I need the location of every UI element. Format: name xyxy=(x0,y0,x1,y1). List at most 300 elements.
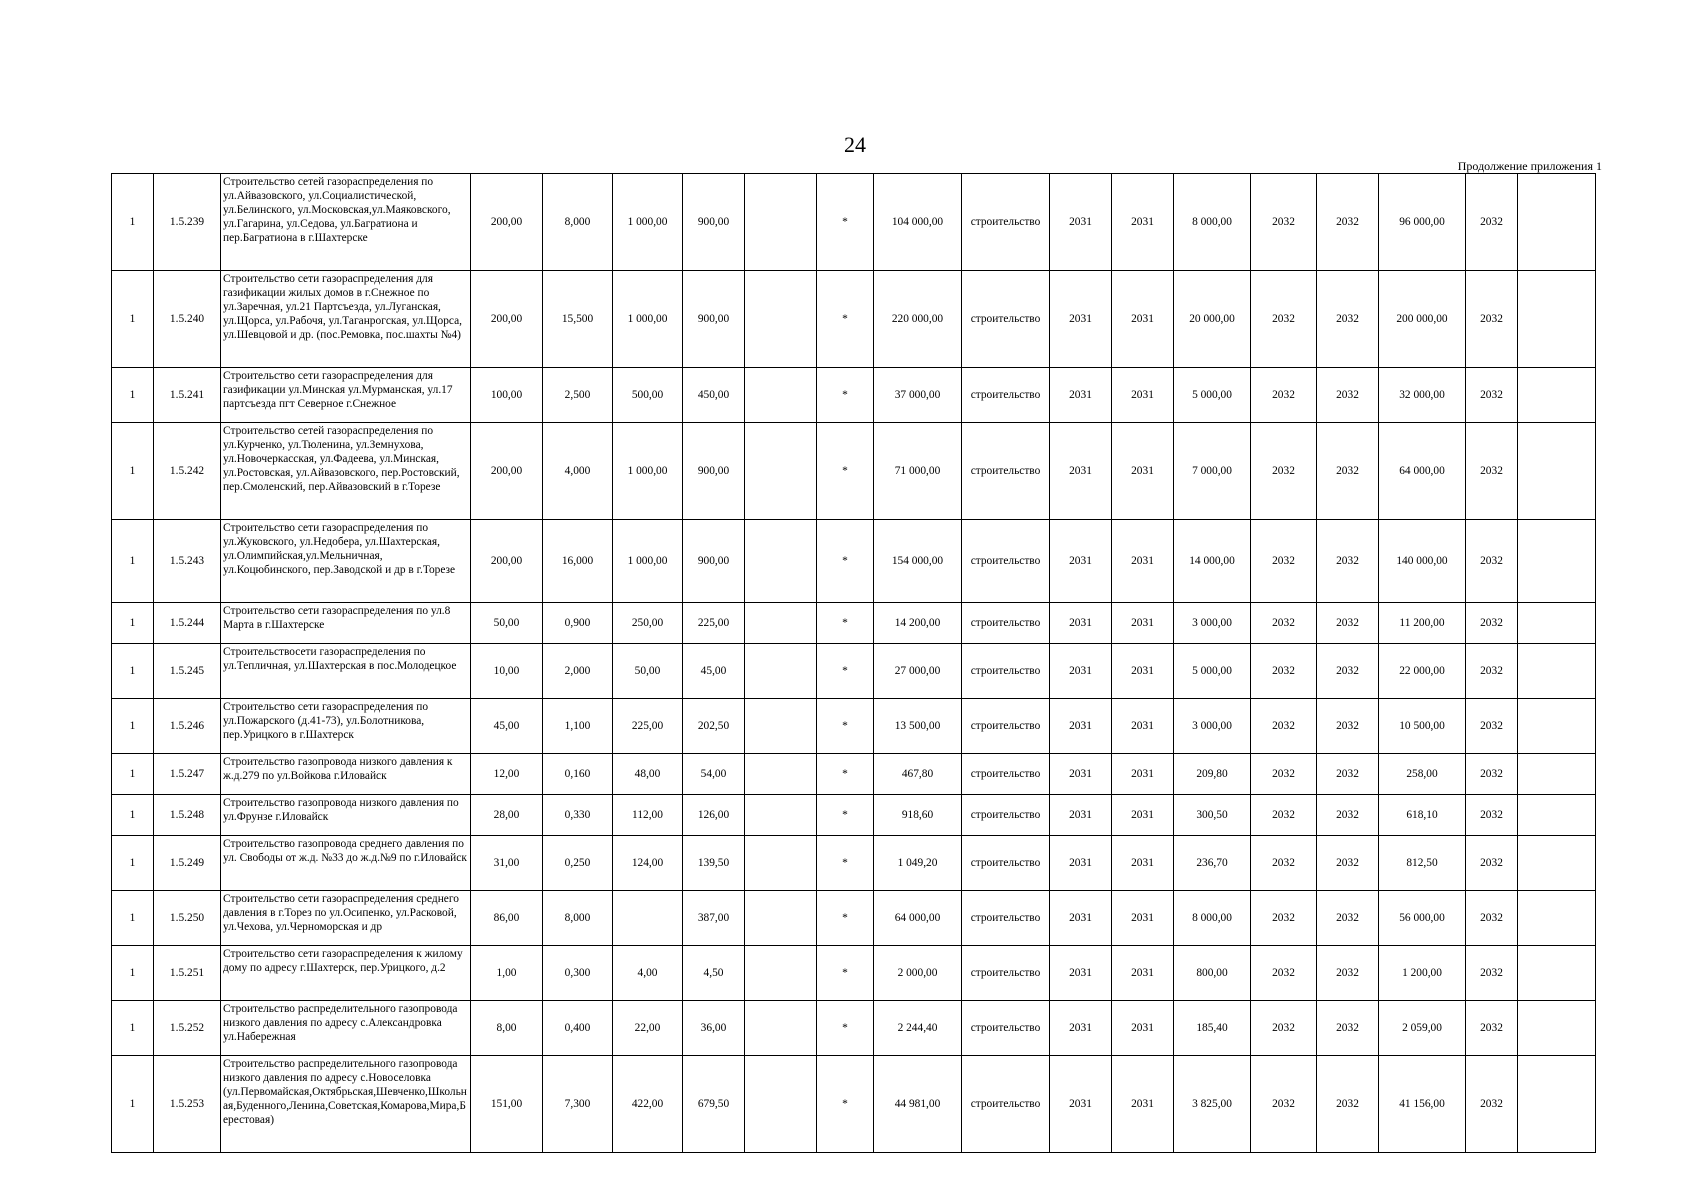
end-year-2-cell: 2032 xyxy=(1317,1001,1379,1056)
completion-year-cell: 2032 xyxy=(1466,174,1518,271)
mark-cell: * xyxy=(817,423,874,520)
completion-year-cell: 2032 xyxy=(1466,836,1518,891)
value-5-cell xyxy=(745,520,817,603)
total-cost-cell: 14 200,00 xyxy=(874,603,962,644)
end-year-2-cell: 2032 xyxy=(1317,644,1379,699)
value-2-cell: 8,000 xyxy=(543,891,613,946)
stage-2-amount-cell: 22 000,00 xyxy=(1379,644,1466,699)
total-cost-cell: 71 000,00 xyxy=(874,423,962,520)
notes-cell xyxy=(1518,368,1596,423)
notes-cell xyxy=(1518,1001,1596,1056)
stage-1-amount-cell: 209,80 xyxy=(1174,754,1251,795)
mark-cell: * xyxy=(817,603,874,644)
value-2-cell: 7,300 xyxy=(543,1056,613,1153)
stage-1-amount-cell: 8 000,00 xyxy=(1174,891,1251,946)
start-year-1-cell: 2031 xyxy=(1050,1001,1112,1056)
value-3-cell: 112,00 xyxy=(613,795,683,836)
value-4-cell: 36,00 xyxy=(683,1001,745,1056)
start-year-1-cell: 2031 xyxy=(1050,603,1112,644)
value-2-cell: 2,000 xyxy=(543,644,613,699)
total-cost-cell: 104 000,00 xyxy=(874,174,962,271)
value-1-cell: 45,00 xyxy=(471,699,543,754)
value-3-cell: 1 000,00 xyxy=(613,423,683,520)
total-cost-cell: 2 244,40 xyxy=(874,1001,962,1056)
start-year-1-cell: 2031 xyxy=(1050,891,1112,946)
item-code-cell: 1.5.243 xyxy=(154,520,221,603)
stage-1-amount-cell: 185,40 xyxy=(1174,1001,1251,1056)
completion-year-cell: 2032 xyxy=(1466,891,1518,946)
end-year-2-cell: 2032 xyxy=(1317,795,1379,836)
value-4-cell: 900,00 xyxy=(683,271,745,368)
value-3-cell: 250,00 xyxy=(613,603,683,644)
table-row xyxy=(112,795,1596,836)
value-1-cell: 12,00 xyxy=(471,754,543,795)
mark-cell: * xyxy=(817,1056,874,1153)
stage-2-amount-cell: 812,50 xyxy=(1379,836,1466,891)
description-cell: Строительство сети газораспределения по ул.8 Марта в г.Шахтерске xyxy=(221,603,471,644)
notes-cell xyxy=(1518,271,1596,368)
mark-cell: * xyxy=(817,644,874,699)
end-year-1-cell: 2031 xyxy=(1112,699,1174,754)
value-4-cell: 450,00 xyxy=(683,368,745,423)
stage-2-amount-cell: 11 200,00 xyxy=(1379,603,1466,644)
stage-2-amount-cell: 200 000,00 xyxy=(1379,271,1466,368)
continuation-note: Продолжение приложения 1 xyxy=(1457,159,1602,173)
stage-2-amount-cell: 140 000,00 xyxy=(1379,520,1466,603)
completion-year-cell: 2032 xyxy=(1466,1001,1518,1056)
description-cell: Строительство сети газораспределения для газификации ул.Минская ул.Мурманская, ул.17 партсъезда пгт Северное г.Снежное xyxy=(221,368,471,423)
description-cell: Строительство газопровода низкого давления по ул.Фрунзе г.Иловайск xyxy=(221,795,471,836)
stage-2-amount-cell: 56 000,00 xyxy=(1379,891,1466,946)
description-cell: Строительство сети газораспределения для газификации жилых домов в г.Снежное по ул.Заречная, ул.21 Партсъезда, ул.Луганская, ул.Щорса, ул.Рабочя, ул.Таганрогская, ул.Щорса, ул.Шевцовой и др. (пос.Ремовка, пос.шахты №4) xyxy=(221,271,471,368)
start-year-2-cell: 2032 xyxy=(1251,699,1317,754)
row-index-cell: 1 xyxy=(112,946,154,1001)
item-code-cell: 1.5.241 xyxy=(154,368,221,423)
end-year-1-cell: 2031 xyxy=(1112,891,1174,946)
value-4-cell: 126,00 xyxy=(683,795,745,836)
start-year-2-cell: 2032 xyxy=(1251,1056,1317,1153)
work-type-cell: строительство xyxy=(962,891,1050,946)
work-type-cell: строительство xyxy=(962,1001,1050,1056)
notes-cell xyxy=(1518,836,1596,891)
table-row xyxy=(112,754,1596,795)
item-code-cell: 1.5.246 xyxy=(154,699,221,754)
completion-year-cell: 2032 xyxy=(1466,795,1518,836)
value-3-cell: 1 000,00 xyxy=(613,174,683,271)
start-year-1-cell: 2031 xyxy=(1050,836,1112,891)
mark-cell: * xyxy=(817,271,874,368)
row-index-cell: 1 xyxy=(112,368,154,423)
mark-cell: * xyxy=(817,946,874,1001)
page-number: 24 xyxy=(844,132,866,157)
stage-1-amount-cell: 800,00 xyxy=(1174,946,1251,1001)
total-cost-cell: 918,60 xyxy=(874,795,962,836)
stage-1-amount-cell: 20 000,00 xyxy=(1174,271,1251,368)
value-1-cell: 100,00 xyxy=(471,368,543,423)
value-4-cell: 45,00 xyxy=(683,644,745,699)
stage-2-amount-cell: 618,10 xyxy=(1379,795,1466,836)
table-row xyxy=(112,271,1596,368)
work-type-cell: строительство xyxy=(962,271,1050,368)
row-index-cell: 1 xyxy=(112,754,154,795)
value-4-cell: 900,00 xyxy=(683,520,745,603)
end-year-1-cell: 2031 xyxy=(1112,174,1174,271)
work-type-cell: строительство xyxy=(962,423,1050,520)
end-year-2-cell: 2032 xyxy=(1317,423,1379,520)
row-index-cell: 1 xyxy=(112,174,154,271)
start-year-2-cell: 2032 xyxy=(1251,946,1317,1001)
start-year-2-cell: 2032 xyxy=(1251,795,1317,836)
end-year-1-cell: 2031 xyxy=(1112,836,1174,891)
start-year-1-cell: 2031 xyxy=(1050,174,1112,271)
end-year-2-cell: 2032 xyxy=(1317,271,1379,368)
end-year-2-cell: 2032 xyxy=(1317,368,1379,423)
start-year-1-cell: 2031 xyxy=(1050,644,1112,699)
description-cell: Строительствосети газораспределения по ул.Тепличная, ул.Шахтерская в пос.Молодецкое xyxy=(221,644,471,699)
stage-2-amount-cell: 2 059,00 xyxy=(1379,1001,1466,1056)
work-type-cell: строительство xyxy=(962,699,1050,754)
start-year-1-cell: 2031 xyxy=(1050,368,1112,423)
completion-year-cell: 2032 xyxy=(1466,520,1518,603)
start-year-1-cell: 2031 xyxy=(1050,520,1112,603)
value-4-cell: 387,00 xyxy=(683,891,745,946)
value-3-cell: 124,00 xyxy=(613,836,683,891)
start-year-1-cell: 2031 xyxy=(1050,795,1112,836)
value-2-cell: 8,000 xyxy=(543,174,613,271)
end-year-1-cell: 2031 xyxy=(1112,946,1174,1001)
description-cell: Строительство распределительного газопровода низкого давления по адресу с.Новоселовка (ул.Первомайская,Октябрьская,Шевченко,Школьная,Буденного,Ленина,Советская,Комарова,Мира,Берестовая) xyxy=(221,1056,471,1153)
mark-cell: * xyxy=(817,754,874,795)
value-3-cell: 1 000,00 xyxy=(613,520,683,603)
item-code-cell: 1.5.245 xyxy=(154,644,221,699)
end-year-2-cell: 2032 xyxy=(1317,520,1379,603)
value-5-cell xyxy=(745,1056,817,1153)
end-year-2-cell: 2032 xyxy=(1317,603,1379,644)
row-index-cell: 1 xyxy=(112,795,154,836)
stage-1-amount-cell: 3 825,00 xyxy=(1174,1056,1251,1153)
stage-1-amount-cell: 7 000,00 xyxy=(1174,423,1251,520)
work-type-cell: строительство xyxy=(962,1056,1050,1153)
work-type-cell: строительство xyxy=(962,946,1050,1001)
value-3-cell: 22,00 xyxy=(613,1001,683,1056)
end-year-1-cell: 2031 xyxy=(1112,1056,1174,1153)
total-cost-cell: 13 500,00 xyxy=(874,699,962,754)
value-5-cell xyxy=(745,368,817,423)
item-code-cell: 1.5.244 xyxy=(154,603,221,644)
value-5-cell xyxy=(745,946,817,1001)
work-type-cell: строительство xyxy=(962,603,1050,644)
row-index-cell: 1 xyxy=(112,1001,154,1056)
work-type-cell: строительство xyxy=(962,836,1050,891)
value-5-cell xyxy=(745,836,817,891)
mark-cell: * xyxy=(817,836,874,891)
value-1-cell: 1,00 xyxy=(471,946,543,1001)
start-year-2-cell: 2032 xyxy=(1251,271,1317,368)
start-year-2-cell: 2032 xyxy=(1251,836,1317,891)
value-1-cell: 200,00 xyxy=(471,520,543,603)
item-code-cell: 1.5.240 xyxy=(154,271,221,368)
value-4-cell: 139,50 xyxy=(683,836,745,891)
row-index-cell: 1 xyxy=(112,603,154,644)
table-row xyxy=(112,603,1596,644)
item-code-cell: 1.5.252 xyxy=(154,1001,221,1056)
description-cell: Строительство сетей газораспределения по ул.Айвазовского, ул.Социалистической, ул.Белинского, ул.Московская,ул.Маяковского, ул.Гагарина, ул.Седова, ул.Багратиона и пер.Багратиона в г.Шахтерске xyxy=(221,174,471,271)
value-4-cell: 54,00 xyxy=(683,754,745,795)
description-cell: Строительство газопровода низкого давления к ж.д.279 по ул.Войкова г.Иловайск xyxy=(221,754,471,795)
value-2-cell: 2,500 xyxy=(543,368,613,423)
table-row xyxy=(112,1001,1596,1056)
table-row xyxy=(112,644,1596,699)
item-code-cell: 1.5.239 xyxy=(154,174,221,271)
row-index-cell: 1 xyxy=(112,699,154,754)
total-cost-cell: 44 981,00 xyxy=(874,1056,962,1153)
description-cell: Строительство сети газораспределения по ул.Пожарского (д.41-73), ул.Болотникова, пер.Урицкого в г.Шахтерск xyxy=(221,699,471,754)
work-type-cell: строительство xyxy=(962,520,1050,603)
row-index-cell: 1 xyxy=(112,520,154,603)
completion-year-cell: 2032 xyxy=(1466,1056,1518,1153)
value-5-cell xyxy=(745,644,817,699)
completion-year-cell: 2032 xyxy=(1466,603,1518,644)
value-2-cell: 16,000 xyxy=(543,520,613,603)
value-3-cell: 500,00 xyxy=(613,368,683,423)
start-year-2-cell: 2032 xyxy=(1251,891,1317,946)
total-cost-cell: 154 000,00 xyxy=(874,520,962,603)
notes-cell xyxy=(1518,754,1596,795)
start-year-1-cell: 2031 xyxy=(1050,699,1112,754)
item-code-cell: 1.5.251 xyxy=(154,946,221,1001)
item-code-cell: 1.5.249 xyxy=(154,836,221,891)
value-2-cell: 0,300 xyxy=(543,946,613,1001)
value-3-cell: 1 000,00 xyxy=(613,271,683,368)
end-year-2-cell: 2032 xyxy=(1317,754,1379,795)
start-year-2-cell: 2032 xyxy=(1251,1001,1317,1056)
stage-1-amount-cell: 5 000,00 xyxy=(1174,644,1251,699)
notes-cell xyxy=(1518,644,1596,699)
table-row xyxy=(112,1056,1596,1153)
value-3-cell: 50,00 xyxy=(613,644,683,699)
value-5-cell xyxy=(745,1001,817,1056)
completion-year-cell: 2032 xyxy=(1466,946,1518,1001)
value-4-cell: 900,00 xyxy=(683,174,745,271)
row-index-cell: 1 xyxy=(112,644,154,699)
completion-year-cell: 2032 xyxy=(1466,754,1518,795)
total-cost-cell: 467,80 xyxy=(874,754,962,795)
work-type-cell: строительство xyxy=(962,644,1050,699)
value-2-cell: 0,160 xyxy=(543,754,613,795)
value-1-cell: 151,00 xyxy=(471,1056,543,1153)
start-year-2-cell: 2032 xyxy=(1251,520,1317,603)
work-type-cell: строительство xyxy=(962,754,1050,795)
total-cost-cell: 27 000,00 xyxy=(874,644,962,699)
stage-2-amount-cell: 64 000,00 xyxy=(1379,423,1466,520)
start-year-1-cell: 2031 xyxy=(1050,423,1112,520)
start-year-2-cell: 2032 xyxy=(1251,174,1317,271)
value-1-cell: 50,00 xyxy=(471,603,543,644)
value-4-cell: 679,50 xyxy=(683,1056,745,1153)
mark-cell: * xyxy=(817,174,874,271)
value-1-cell: 200,00 xyxy=(471,174,543,271)
mark-cell: * xyxy=(817,699,874,754)
stage-1-amount-cell: 300,50 xyxy=(1174,795,1251,836)
value-5-cell xyxy=(745,795,817,836)
end-year-1-cell: 2031 xyxy=(1112,271,1174,368)
notes-cell xyxy=(1518,423,1596,520)
work-type-cell: строительство xyxy=(962,174,1050,271)
completion-year-cell: 2032 xyxy=(1466,423,1518,520)
start-year-2-cell: 2032 xyxy=(1251,754,1317,795)
start-year-1-cell: 2031 xyxy=(1050,1056,1112,1153)
end-year-1-cell: 2031 xyxy=(1112,1001,1174,1056)
description-cell: Строительство сети газораспределения к жилому дому по адресу г.Шахтерск, пер.Урицкого, д.2 xyxy=(221,946,471,1001)
table-row xyxy=(112,946,1596,1001)
table-row xyxy=(112,836,1596,891)
end-year-2-cell: 2032 xyxy=(1317,699,1379,754)
row-index-cell: 1 xyxy=(112,1056,154,1153)
value-1-cell: 31,00 xyxy=(471,836,543,891)
value-3-cell: 48,00 xyxy=(613,754,683,795)
description-cell: Строительство газопровода среднего давления по ул. Свободы от ж.д. №33 до ж.д.№9 по г.Иловайск xyxy=(221,836,471,891)
end-year-1-cell: 2031 xyxy=(1112,368,1174,423)
total-cost-cell: 1 049,20 xyxy=(874,836,962,891)
stage-1-amount-cell: 236,70 xyxy=(1174,836,1251,891)
end-year-1-cell: 2031 xyxy=(1112,754,1174,795)
completion-year-cell: 2032 xyxy=(1466,368,1518,423)
mark-cell: * xyxy=(817,520,874,603)
start-year-1-cell: 2031 xyxy=(1050,946,1112,1001)
value-2-cell: 15,500 xyxy=(543,271,613,368)
value-1-cell: 8,00 xyxy=(471,1001,543,1056)
table-row xyxy=(112,368,1596,423)
row-index-cell: 1 xyxy=(112,423,154,520)
end-year-1-cell: 2031 xyxy=(1112,795,1174,836)
total-cost-cell: 37 000,00 xyxy=(874,368,962,423)
item-code-cell: 1.5.242 xyxy=(154,423,221,520)
description-cell: Строительство распределительного газопровода низкого давления по адресу с.Александровка ул.Набережная xyxy=(221,1001,471,1056)
value-5-cell xyxy=(745,699,817,754)
item-code-cell: 1.5.248 xyxy=(154,795,221,836)
value-2-cell: 0,250 xyxy=(543,836,613,891)
value-3-cell: 4,00 xyxy=(613,946,683,1001)
start-year-2-cell: 2032 xyxy=(1251,603,1317,644)
end-year-1-cell: 2031 xyxy=(1112,603,1174,644)
end-year-2-cell: 2032 xyxy=(1317,174,1379,271)
stage-1-amount-cell: 5 000,00 xyxy=(1174,368,1251,423)
notes-cell xyxy=(1518,795,1596,836)
description-cell: Строительство сети газораспределения по ул.Жуковского, ул.Недобера, ул.Шахтерская, ул.Олимпийская,ул.Мельничная, ул.Коцюбинского, пер.Заводской и др в г.Торезе xyxy=(221,520,471,603)
start-year-1-cell: 2031 xyxy=(1050,271,1112,368)
table-body xyxy=(112,174,1596,1153)
value-3-cell: 225,00 xyxy=(613,699,683,754)
value-4-cell: 225,00 xyxy=(683,603,745,644)
mark-cell: * xyxy=(817,1001,874,1056)
total-cost-cell: 64 000,00 xyxy=(874,891,962,946)
value-5-cell xyxy=(745,754,817,795)
stage-1-amount-cell: 8 000,00 xyxy=(1174,174,1251,271)
value-5-cell xyxy=(745,423,817,520)
value-5-cell xyxy=(745,603,817,644)
table-row xyxy=(112,699,1596,754)
value-2-cell: 0,900 xyxy=(543,603,613,644)
notes-cell xyxy=(1518,520,1596,603)
work-type-cell: строительство xyxy=(962,368,1050,423)
value-5-cell xyxy=(745,891,817,946)
end-year-1-cell: 2031 xyxy=(1112,520,1174,603)
start-year-1-cell: 2031 xyxy=(1050,754,1112,795)
stage-2-amount-cell: 10 500,00 xyxy=(1379,699,1466,754)
value-3-cell: 422,00 xyxy=(613,1056,683,1153)
value-2-cell: 4,000 xyxy=(543,423,613,520)
table-row xyxy=(112,423,1596,520)
notes-cell xyxy=(1518,699,1596,754)
completion-year-cell: 2032 xyxy=(1466,699,1518,754)
end-year-1-cell: 2031 xyxy=(1112,423,1174,520)
stage-2-amount-cell: 1 200,00 xyxy=(1379,946,1466,1001)
notes-cell xyxy=(1518,603,1596,644)
mark-cell: * xyxy=(817,368,874,423)
stage-2-amount-cell: 258,00 xyxy=(1379,754,1466,795)
table-row xyxy=(112,174,1596,271)
projects-table xyxy=(111,173,1596,1153)
value-2-cell: 0,330 xyxy=(543,795,613,836)
item-code-cell: 1.5.250 xyxy=(154,891,221,946)
value-1-cell: 86,00 xyxy=(471,891,543,946)
end-year-2-cell: 2032 xyxy=(1317,836,1379,891)
value-3-cell xyxy=(613,891,683,946)
stage-2-amount-cell: 41 156,00 xyxy=(1379,1056,1466,1153)
value-1-cell: 28,00 xyxy=(471,795,543,836)
value-4-cell: 900,00 xyxy=(683,423,745,520)
description-cell: Строительство сетей газораспределения по ул.Курченко, ул.Тюленина, ул.Земнухова, ул.Новочеркасская, ул.Фадеева, ул.Минская, ул.Ростовская, ул.Айвазовского, пер.Ростовский, пер.Смоленский, пер.Айвазовский в г.Торезе xyxy=(221,423,471,520)
value-4-cell: 202,50 xyxy=(683,699,745,754)
item-code-cell: 1.5.247 xyxy=(154,754,221,795)
stage-1-amount-cell: 3 000,00 xyxy=(1174,699,1251,754)
notes-cell xyxy=(1518,1056,1596,1153)
completion-year-cell: 2032 xyxy=(1466,644,1518,699)
start-year-2-cell: 2032 xyxy=(1251,368,1317,423)
value-5-cell xyxy=(745,271,817,368)
stage-2-amount-cell: 96 000,00 xyxy=(1379,174,1466,271)
stage-2-amount-cell: 32 000,00 xyxy=(1379,368,1466,423)
value-2-cell: 0,400 xyxy=(543,1001,613,1056)
notes-cell xyxy=(1518,946,1596,1001)
table-row xyxy=(112,520,1596,603)
table-row xyxy=(112,891,1596,946)
completion-year-cell: 2032 xyxy=(1466,271,1518,368)
total-cost-cell: 220 000,00 xyxy=(874,271,962,368)
mark-cell: * xyxy=(817,795,874,836)
value-1-cell: 10,00 xyxy=(471,644,543,699)
total-cost-cell: 2 000,00 xyxy=(874,946,962,1001)
end-year-2-cell: 2032 xyxy=(1317,1056,1379,1153)
work-type-cell: строительство xyxy=(962,795,1050,836)
mark-cell: * xyxy=(817,891,874,946)
item-code-cell: 1.5.253 xyxy=(154,1056,221,1153)
stage-1-amount-cell: 3 000,00 xyxy=(1174,603,1251,644)
end-year-2-cell: 2032 xyxy=(1317,946,1379,1001)
end-year-1-cell: 2031 xyxy=(1112,644,1174,699)
start-year-2-cell: 2032 xyxy=(1251,423,1317,520)
notes-cell xyxy=(1518,174,1596,271)
value-5-cell xyxy=(745,174,817,271)
value-4-cell: 4,50 xyxy=(683,946,745,1001)
row-index-cell: 1 xyxy=(112,271,154,368)
stage-1-amount-cell: 14 000,00 xyxy=(1174,520,1251,603)
value-1-cell: 200,00 xyxy=(471,271,543,368)
row-index-cell: 1 xyxy=(112,891,154,946)
value-1-cell: 200,00 xyxy=(471,423,543,520)
description-cell: Строительство сети газораспределения среднего давления в г.Торез по ул.Осипенко, ул.Расковой, ул.Чехова, ул.Черноморская и др xyxy=(221,891,471,946)
start-year-2-cell: 2032 xyxy=(1251,644,1317,699)
